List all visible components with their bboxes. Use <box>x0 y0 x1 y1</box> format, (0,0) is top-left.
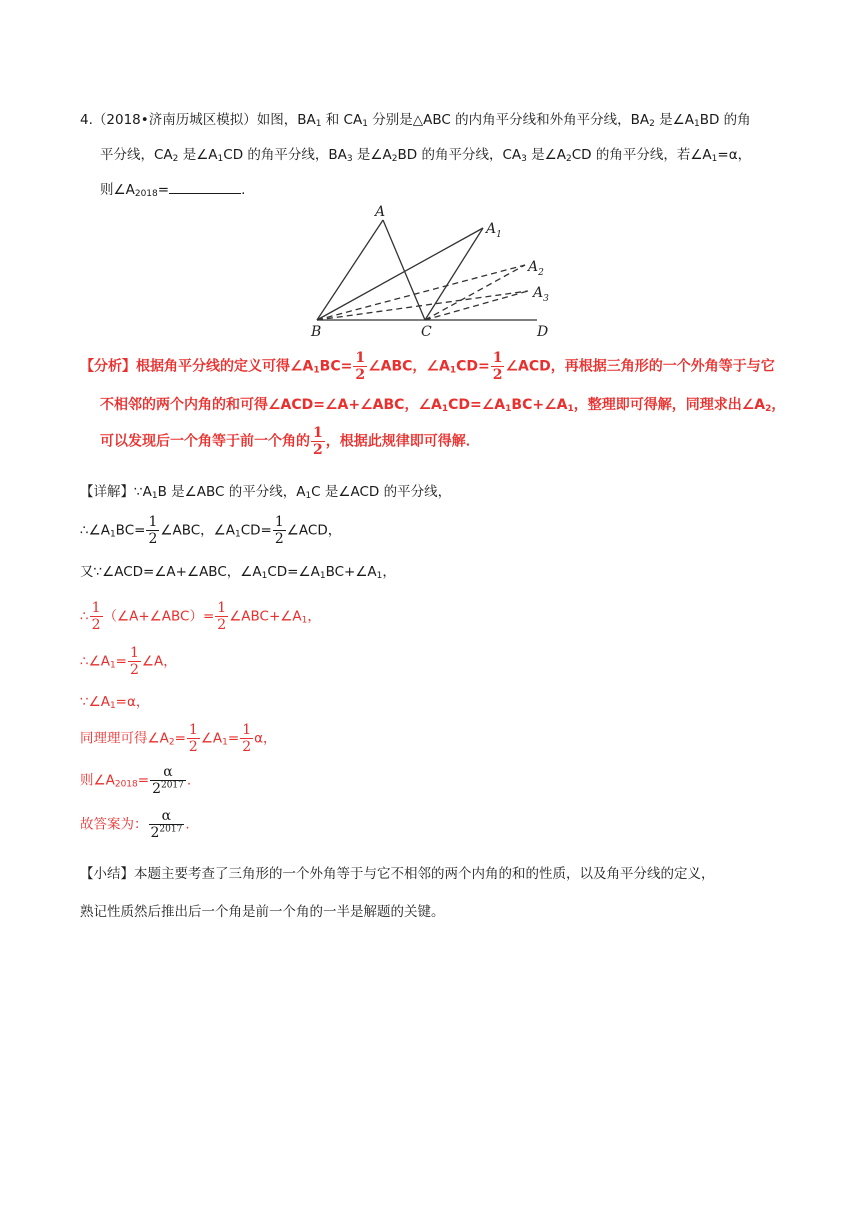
analysis-line-1: 【分析】根据角平分线的定义可得$\angle A_1BC=$ $\frac{1}{2}$ ∠ABC，$\angle A_1CD=$ $\frac{1}{2}$ ∠ACD，再根据三角形的一个外角等于与它 <box>80 350 775 383</box>
problem-line-3: 则$\angle A_{2018}=$ . <box>100 182 246 199</box>
problem-source: （2018•济南历城区模拟） <box>92 112 257 128</box>
problem-number: 4. <box>80 112 93 128</box>
svg-text:A3: $A_3$ <box>533 285 549 304</box>
summary-tag: 【小结】 <box>80 866 134 882</box>
segment-AC <box>383 220 425 320</box>
label-A3 <box>531 285 549 304</box>
detail-tag: 【详解】 <box>80 484 134 500</box>
detail-line-1: 【详解】$\because A_1B$ 是∠ABC 的平分线，$A_1C$ 是∠ACD 的平分线， <box>80 484 452 501</box>
svg-text:A2: $A_2$ <box>528 259 544 278</box>
answer-blank <box>169 181 241 194</box>
geometry-figure <box>305 200 565 340</box>
detail-line-7: 同理理可得$\angle A_2=$ $\frac{1}{2}$ $\angle A_1=$ $\frac{1}{2}$ α， <box>80 722 277 755</box>
label-C: C <box>421 324 432 340</box>
segment-BA <box>317 220 383 320</box>
detail-line-6: $\because\angle A_1=\alpha$， <box>80 694 150 711</box>
summary-line-2: 熟记性质然后推出后一个角是前一个角的一半是解题的关键。 <box>80 904 445 920</box>
analysis-line-2: 不相邻的两个内角的和可得∠ACD=∠A+∠ABC，$\angle A_1CD=\angle A_1BC+\angle A_1$，整理即可得解，同理求出$\angle A_2$， <box>100 397 786 414</box>
label-B: B <box>311 324 322 340</box>
segment-BA1 <box>317 228 483 320</box>
problem-line-2: 平分线，$CA_2$ 是$\angle A_1CD$ 的角平分线，$BA_3$ 是$\angle A_2BD$ 的角平分线，$CA_3$ 是$\angle A_2CD$ 的角平分线，若$\angle A_1=\alpha$， <box>100 147 752 164</box>
label-A: A <box>375 204 386 220</box>
detail-line-5: $\therefore\angle A_1=$ $\frac{1}{2}$ ∠A， <box>80 645 177 678</box>
detail-line-4: ∴ $\frac{1}{2}$ （∠A+∠ABC）= $\frac{1}{2}$ $\angle ABC+\angle A_1$， <box>80 600 321 633</box>
summary-line-1: 【小结】本题主要考查了三角形的一个外角等于与它不相邻的两个内角的和的性质，以及角平分线的定义， <box>80 866 715 882</box>
detail-line-3: 又∵∠ACD=∠A+∠ABC，$\angle A_1CD=\angle A_1BC+\angle A_1$， <box>80 564 396 581</box>
segment-CA2 <box>425 265 525 320</box>
label-A1 <box>484 221 502 240</box>
detail-line-2: $\therefore\angle A_1BC=$ $\frac{1}{2}$ ∠ABC，$\angle A_1CD=$ $\frac{1}{2}$ ∠ACD， <box>80 514 342 547</box>
analysis-tag: 【分析】 <box>80 358 136 375</box>
detail-line-8: 则$\angle A_{2018}=$ $\frac{\alpha}{2^{2017}}$ . <box>80 764 192 797</box>
label-D: D <box>537 324 549 340</box>
detail-line-9: 故答案为： $\frac{\alpha}{2^{2017}}$ . <box>80 808 190 841</box>
label-A2 <box>526 259 544 278</box>
analysis-line-3: 可以发现后一个角等于前一个角的 $\frac{1}{2}$ ，根据此规律即可得解． <box>100 425 480 458</box>
problem-line-1: 4.（2018•济南历城区模拟）如图，$BA_1$ 和 $CA_1$ 分别是△ABC 的内角平分线和外角平分线，$BA_2$ 是$\angle A_1BD$ 的角 <box>80 112 751 129</box>
svg-text:A1: $A_1$ <box>486 221 502 240</box>
